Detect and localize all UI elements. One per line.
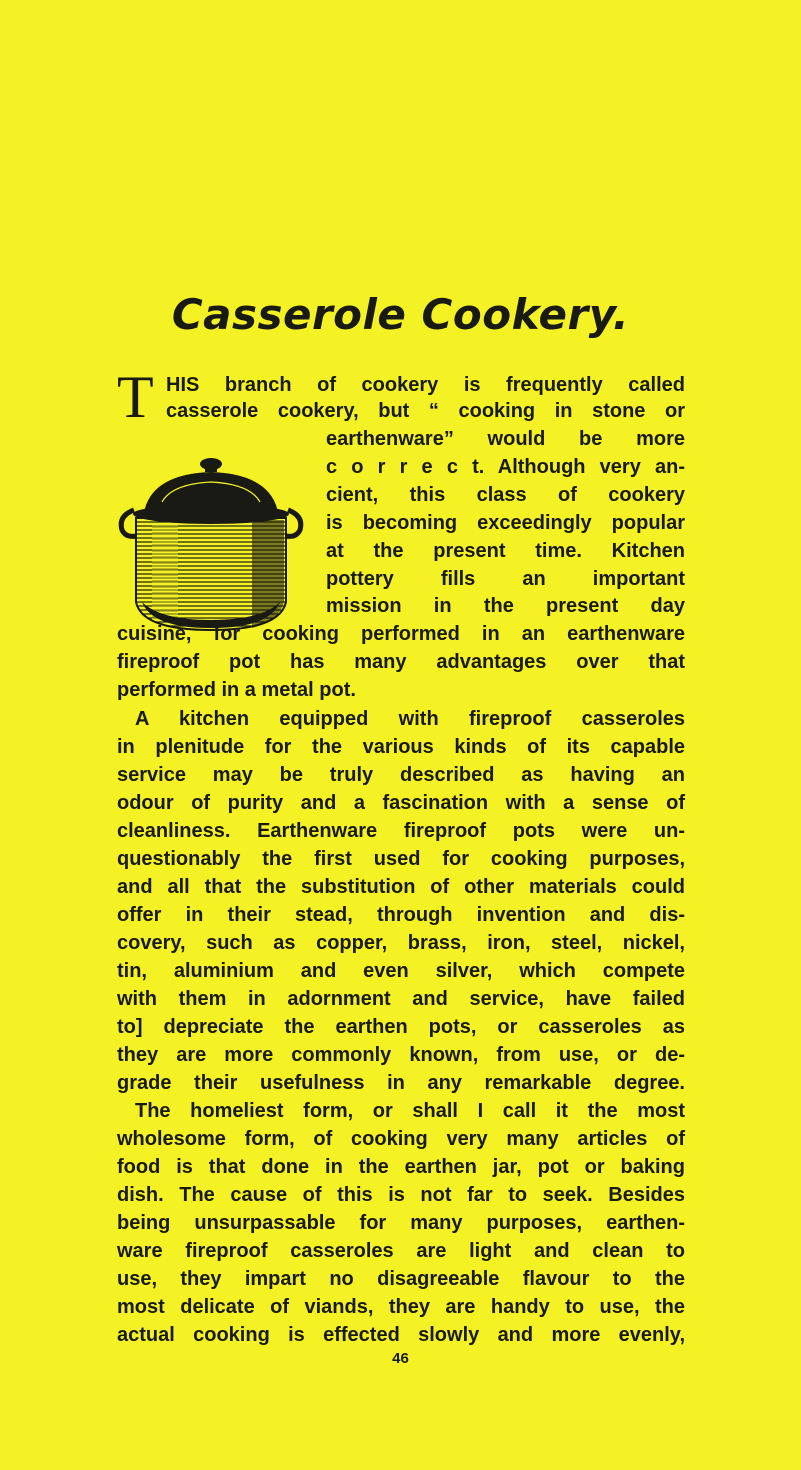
text-line: with them in adornment and service, have failed [117, 988, 685, 1010]
text-line: food is that done in the earthen jar, pot or baking [117, 1156, 685, 1178]
text-line: tin, aluminium and even silver, which compete [117, 960, 685, 982]
text-line: casserole cookery, but “ cooking in stone or [166, 400, 685, 422]
text-line: A kitchen equipped with fireproof casseroles [135, 708, 685, 730]
text-line: cleanliness. Earthenware fireproof pots were un- [117, 820, 685, 842]
text-line: HIS branch of cookery is frequently called [166, 374, 685, 396]
text-line: The homeliest form, or shall I call it the most [135, 1100, 685, 1122]
text-line: use, they impart no disagreeable flavour to the [117, 1268, 685, 1290]
text-line: is becoming exceedingly popular [326, 512, 685, 534]
text-line: grade their usefulness in any remarkable degree. [117, 1072, 685, 1094]
text-line: pottery fills an important [326, 568, 685, 590]
text-line: at the present time. Kitchen [326, 540, 685, 562]
text-line: offer in their stead, through invention and dis- [117, 904, 685, 926]
text-line: actual cooking is effected slowly and more evenly, [117, 1324, 685, 1346]
text-line: c o r r e c t. Although very an- [326, 456, 685, 478]
text-line: ware fireproof casseroles are light and clean to [117, 1240, 685, 1262]
text-line: most delicate of viands, they are handy to use, the [117, 1296, 685, 1318]
text-line: covery, such as copper, brass, iron, steel, nickel, [117, 932, 685, 954]
text-line: dish. The cause of this is not far to seek. Besides [117, 1184, 685, 1206]
drop-cap: T [117, 364, 154, 430]
text-line: to] depreciate the earthen pots, or casseroles as [117, 1016, 685, 1038]
text-line: service may be truly described as having an [117, 764, 685, 786]
text-line: and all that the substitution of other materials could [117, 876, 685, 898]
text-line: wholesome form, of cooking very many articles of [117, 1128, 685, 1150]
text-line: cuisine, for cooking performed in an earthenware [117, 623, 685, 645]
page-title: Casserole Cookery. [171, 290, 630, 339]
text-line: mission in the present day [326, 595, 685, 617]
text-line: cient, this class of cookery [326, 484, 685, 506]
text-line: earthenware” would be more [326, 428, 685, 450]
text-line: in plenitude for the various kinds of its capable [117, 736, 685, 758]
casserole-pot-icon [112, 452, 320, 632]
text-line: being unsurpassable for many purposes, earthen- [117, 1212, 685, 1234]
text-line: questionably the first used for cooking purposes, [117, 848, 685, 870]
text-line: fireproof pot has many advantages over that [117, 651, 685, 673]
page-number: 46 [392, 1350, 409, 1367]
text-line: odour of purity and a fascination with a sense of [117, 792, 685, 814]
text-line: they are more commonly known, from use, or de- [117, 1044, 685, 1066]
text-line: performed in a metal pot. [117, 679, 356, 701]
